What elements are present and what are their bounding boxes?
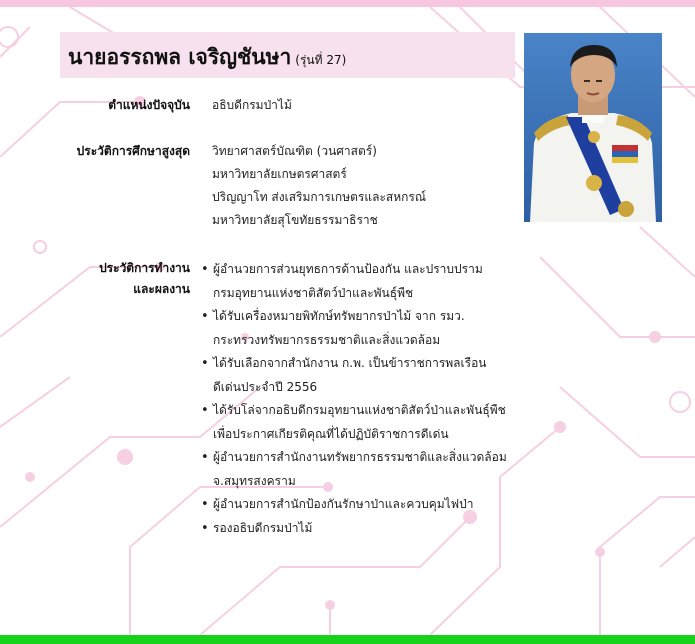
current-position-value: อธิบดีกรมป่าไม้ <box>212 98 292 112</box>
education-label: ประวัติการศึกษาสูงสุด <box>76 144 190 158</box>
top-accent-bar <box>0 0 695 7</box>
portrait-icon <box>524 33 662 222</box>
name-header <box>60 32 515 78</box>
person-name: นายอรรถพล เจริญชันษา (รุ่นที่ 27) <box>68 45 347 69</box>
work-item: • ผู้อำนวยการส่วนยุทธการด้านป้องกัน และปราบปราม <box>200 258 507 282</box>
work-item: • ผู้อำนวยการสำนักงานทรัพยากรธรรมชาติและสิ่งแวดล้อม <box>200 446 507 470</box>
work-item: • ได้รับเครื่องหมายพิทักษ์ทรัพยากรป่าไม้ จาก รมว. <box>200 305 507 329</box>
education-line: ปริญญาโท ส่งเสริมการเกษตรและสหกรณ์ <box>212 190 426 204</box>
work-item: • ผู้อำนวยการสำนักป้องกันรักษาป่าและควบคุมไฟป่า <box>200 493 507 517</box>
cohort-label: (รุ่นที่ 27) <box>295 53 347 67</box>
work-item-continuation: กระทรวงทรัพยากรธรรมชาติและสิ่งแวดล้อม <box>213 332 441 347</box>
bottom-accent-bar <box>0 635 695 644</box>
work-item-continuation: เพื่อประกาศเกียรติคุณที่ได้ปฏิบัติราชการดีเด่น <box>213 426 449 441</box>
work-history-label <box>60 258 190 300</box>
portrait-photo <box>524 33 662 222</box>
work-item: • ได้รับโล่จากอธิบดีกรมอุทยานแห่งชาติสัตว์ป่าและพันธุ์พืช <box>200 399 507 423</box>
work-item: • รองอธิบดีกรมป่าไม้ <box>200 517 507 541</box>
work-history-list <box>200 258 507 540</box>
work-item-continuation: จ.สมุทรสงคราม <box>213 473 296 488</box>
work-item-continuation: กรมอุทยานแห่งชาติสัตว์ป่าและพันธุ์พืช <box>213 285 414 300</box>
work-item: • ได้รับเลือกจากสำนักงาน ก.พ. เป็นข้าราชการพลเรือน <box>200 352 507 376</box>
work-history-label-line1: ประวัติการทำงาน <box>99 261 190 275</box>
current-position-label: ตำแหน่งปัจจุบัน <box>108 98 190 112</box>
work-item-continuation: ดีเด่นประจำปี 2556 <box>213 379 318 394</box>
education-line: มหาวิทยาลัยสุโขทัยธรรมาธิราช <box>212 213 378 227</box>
work-history-label-line2: และผลงาน <box>133 282 190 296</box>
education-line: มหาวิทยาลัยเกษตรศาสตร์ <box>212 167 347 181</box>
education-line: วิทยาศาสตร์บัณฑิต (วนศาสตร์) <box>212 144 377 158</box>
